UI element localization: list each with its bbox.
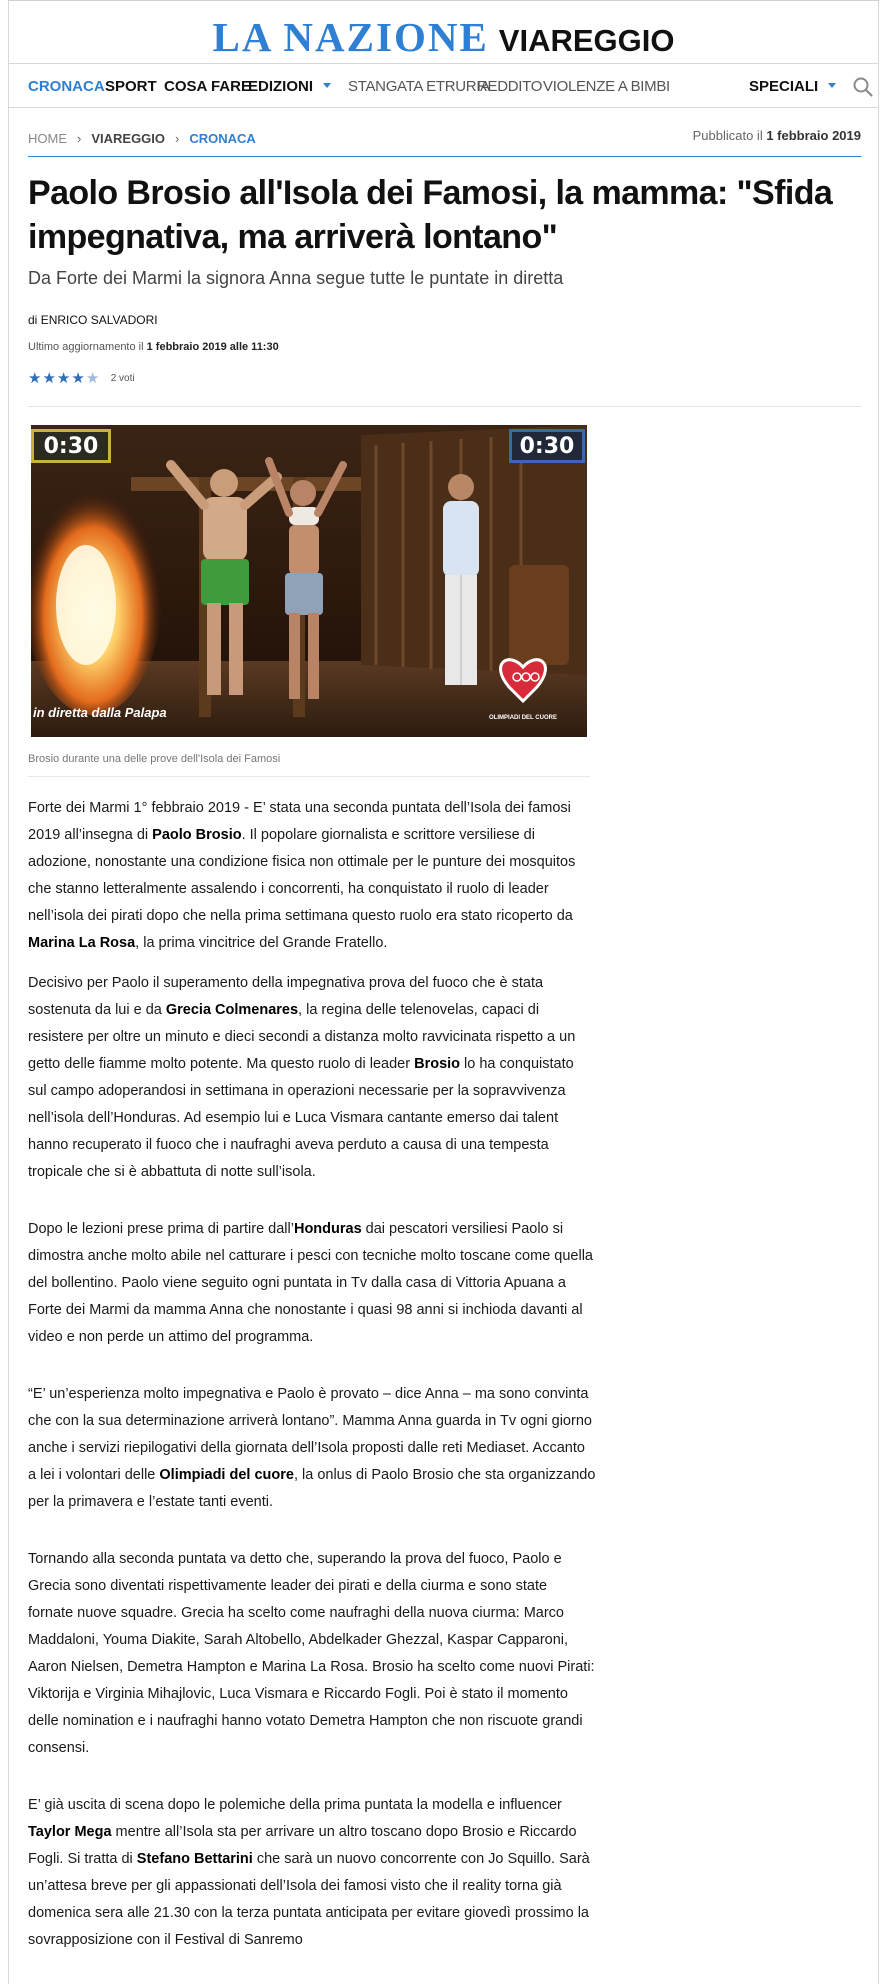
logo-text: OLIMPIADI DEL CUORE [489,715,557,721]
star-icon[interactable]: ★ [28,370,42,387]
article-image[interactable] [31,425,587,737]
nav-item-edizioni-label: EDIZIONI [248,78,314,95]
article-title: Paolo Brosio all'Isola dei Famosi, la mamma: "Sfida impegnativa, ma arriverà lontano" [28,174,833,256]
main-nav [8,64,879,108]
article-body [28,795,596,1967]
article-paragraph: “E’ un’esperienza molto impegnativa e Paolo è provato – dice Anna – ma sono convinta che con la sua determinazione arriverà lontano”. Mamma Anna guarda in Tv ogni giorno anche i servizi riepilogativi della giornata dell’Isola proposti dalle reti Mediaset. Accanto a lei i volontari delle Olimpiadi del cuore, la onlus di Paolo Brosio che sta organizzando per la primavera e l’estate tanti eventi. [28,1386,596,1510]
breadcrumb-separator: › [175,131,180,146]
timer-left: 0:30 [43,434,99,459]
article-paragraph: E’ già uscita di scena dopo le polemiche della prima puntata la modella e influencer Taylor Mega mentre all’Isola sta per arrivare un altro toscano dopo Brosio e Riccardo Fogli. Si tratta di Stefano Bettarini che sarà un nuovo concorrente con Jo Squillo. Sarà un’attesa breve per gli appassionati dell’Isola dei famosi visto che il reality torna già domenica sera alle 21.30 con la terza puntata anticipata per evitare giovedì prossimo la sovrapposizione con il Festival di Sanremo [28,1797,590,1948]
article-subtitle: Da Forte dei Marmi la signora Anna segue tutte le puntate in diretta [28,268,564,288]
nav-item-cosa-fare[interactable]: COSA FARE [164,78,251,95]
article-paragraph: Decisivo per Paolo il superamento della impegnativa prova del fuoco che è stata sostenuta da lui e da Grecia Colmenares, la regina delle telenovelas, capaci di resistere per oltre un minuto e dieci secondi a distanza molto ravvicinata rispetto a un getto delle fiamme molto potente. Ma questo ruolo di leader Brosio lo ha conquistato sul campo adoperandosi in settimana in operazioni necessarie per la sopravvivenza nell’isola dell’Honduras. Ad esempio lui e Luca Vismara cantante emerso dai talent hanno recuperato il fuoco che i naufraghi aveva perduto a causa di una tempesta tropicale che si è abbattuta di notte sull’isola. [28,975,576,1180]
nav-item-speciali[interactable] [749,78,836,95]
author-name[interactable]: ENRICO SALVADORI [40,313,158,327]
article-paragraph: Forte dei Marmi 1° febbraio 2019 - E’ stata una seconda puntata dell’Isola dei famosi 2019 all’insegna di Paolo Brosio. Il popolare giornalista e scrittore versiliese di adozione, nonostante una condizione fisica non ottimale per le punture dei mosquitos che stanno letteralmente assalendo i concorrenti, ha conquistato il ruolo di leader nell’isola dei pirati dopo che nella prima settimana questo ruolo era stato ricoperto da Marina La Rosa, la prima vincitrice del Grande Fratello. [28,800,576,951]
masthead [8,0,879,64]
divider [28,156,861,157]
last-updated [28,341,279,353]
breadcrumb [28,131,256,146]
published-prefix: Pubblicato il [692,128,763,143]
breadcrumb-current[interactable]: CRONACA [189,131,256,146]
image-caption: Brosio durante una delle prove dell'Isola dei Famosi [28,753,281,765]
chevron-down-icon [323,83,331,88]
article-paragraph: Dopo le lezioni prese prima di partire dall’Honduras dai pescatori versiliesi Paolo si dimostra anche molto abile nel catturare i pesci con tecniche molto toscane come quella del bollentino. Paolo viene seguito ogni puntata in Tv dalla casa di Vittoria Apuana a Forte dei Marmi da mamma Anna che nonostante i quasi 98 anni si inchioda davanti al video e non perde un attimo del programma. [28,1221,593,1345]
nav-item-edizioni[interactable] [248,78,331,95]
divider [28,406,861,407]
star-icon[interactable]: ★ [56,370,71,387]
article-author [28,313,158,327]
article-paragraph: Tornando alla seconda puntata va detto che, superando la prova del fuoco, Paolo e Grecia sono diventati rispettivamente leader dei pirati e della ciurma e sono state fornate nuove squadre. Grecia ha scelto come naufraghi della nuova ciurma: Marco Maddaloni, Youma Diakite, Sarah Altobello, Abdelkader Ghezzal, Kaspar Capparoni, Aaron Nielsen, Demetra Hampton e Marina La Rosa. Brosio ha scelto come nuovi Pirati: Viktorija e Virginia Mihajlovic, Luca Vismara e Riccardo Fogli. Poi è stato il momento delle nomination e i naufraghi hanno votato Demetra Hampton che non riscuote grandi consensi. [28,1551,595,1756]
breadcrumb-section[interactable]: VIAREGGIO [91,131,166,146]
timer-right: 0:30 [519,434,575,459]
logo-city: VIAREGGIO [498,23,675,58]
article-photo-scene [31,425,587,737]
chevron-down-icon [828,83,836,88]
author-prefix: di [28,313,38,327]
nav-item-sport[interactable]: SPORT [105,78,157,95]
nav-item-violenze-a-bimbi[interactable]: VIOLENZE A BIMBI [543,78,670,95]
nav-item-speciali-label: SPECIALI [749,78,819,95]
site-logo[interactable] [212,13,674,61]
published-date [693,128,861,143]
search-icon[interactable] [852,76,874,98]
nav-item-cronaca[interactable]: CRONACA [28,78,105,95]
half-star-icon[interactable]: ★ [85,370,100,387]
divider [28,776,590,777]
breadcrumb-separator: › [77,131,82,146]
logo-brand: LA NAZIONE [212,14,489,60]
updated-prefix: Ultimo aggiornamento il [28,341,144,353]
star-icon[interactable]: ★ [42,370,56,387]
published-value: 1 febbraio 2019 [766,128,861,143]
nav-item-reddito[interactable]: REDDITO [477,78,543,95]
updated-date: 1 febbraio 2019 alle 11:30 [146,341,279,353]
rating-votes: 2 voti [110,373,135,384]
breadcrumb-home[interactable]: HOME [28,131,67,146]
nav-item-stangata-etruria[interactable]: STANGATA ETRURIA [348,78,490,95]
star-icon[interactable]: ★ [71,370,85,387]
overlay-text: in diretta dalla Palapa [33,705,167,720]
star-rating[interactable] [28,369,135,388]
